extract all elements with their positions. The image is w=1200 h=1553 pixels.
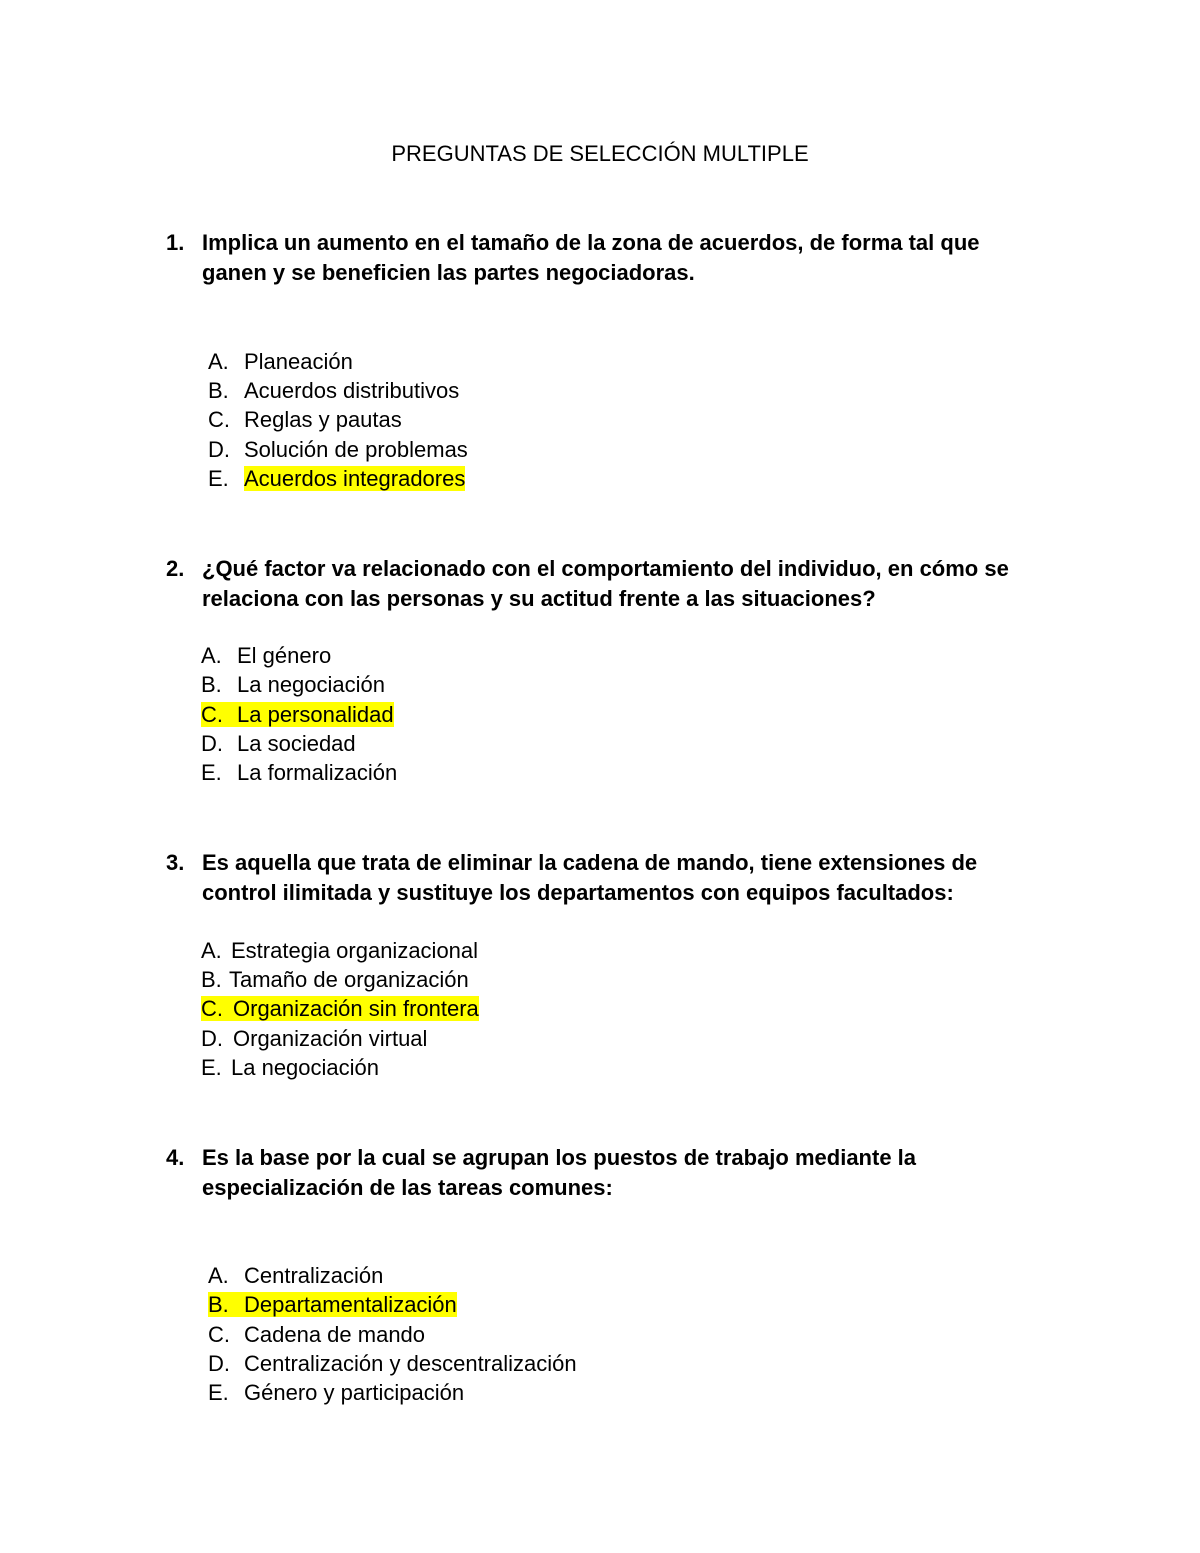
option-4c (208, 1320, 425, 1350)
option-3e (201, 1053, 379, 1083)
option-letter: D. (201, 1026, 223, 1051)
option-3c (201, 994, 479, 1024)
option-letter: A. (201, 643, 222, 668)
option-text: Organización virtual (233, 1026, 428, 1051)
question-number: 3. (166, 850, 185, 875)
option-text: La sociedad (237, 731, 356, 756)
option-letter: B. (208, 378, 229, 403)
option-text: Solución de problemas (244, 437, 468, 462)
option-1c (208, 405, 402, 435)
option-letter: E. (208, 466, 229, 491)
option-text: El género (237, 643, 332, 668)
option-3a (201, 936, 478, 966)
option-2e (201, 758, 397, 788)
option-2a (201, 641, 331, 671)
question-text: ¿Qué factor va relacionado con el comportamiento del individuo, en cómo se relaciona con las personas y su actitud frente a las situaciones? (202, 556, 1009, 611)
option-text-highlighted: La personalidad (237, 702, 394, 727)
option-letter: C. (201, 702, 223, 727)
option-1b (208, 376, 459, 406)
question-number: 1. (166, 230, 185, 255)
question-text: Es la base por la cual se agrupan los puestos de trabajo mediante la especialización de las tareas comunes: (202, 1145, 917, 1200)
option-3d (201, 1024, 427, 1054)
option-letter: C. (208, 1322, 230, 1347)
option-text: Estrategia organizacional (231, 938, 479, 963)
option-text: Reglas y pautas (244, 407, 402, 432)
option-text: Acuerdos distributivos (244, 378, 460, 403)
option-letter: D. (201, 731, 223, 756)
option-3b (201, 965, 469, 995)
question-text: Es aquella que trata de eliminar la cadena de mando, tiene extensiones de control ilimitada y sustituye los departamentos con equipos facultados: (202, 850, 978, 905)
option-text-highlighted: Departamentalización (244, 1292, 457, 1317)
option-letter: B. (201, 672, 222, 697)
option-letter: E. (201, 1055, 222, 1080)
question-text: Implica un aumento en el tamaño de la zona de acuerdos, de forma tal que ganen y se beneficien las partes negociadoras. (202, 230, 980, 285)
option-1e (208, 464, 465, 494)
option-4d (208, 1349, 577, 1379)
option-text-highlighted: Acuerdos integradores (244, 466, 466, 491)
option-2c (201, 700, 394, 730)
option-text: Centralización y descentralización (244, 1351, 577, 1376)
option-letter: B. (208, 1292, 229, 1317)
option-letter: D. (208, 1351, 230, 1376)
option-text: Tamaño de organización (229, 967, 469, 992)
option-letter: A. (201, 938, 222, 963)
option-4e (208, 1378, 464, 1408)
option-text: Centralización (244, 1263, 384, 1288)
option-1a (208, 347, 353, 377)
option-text: La negociación (237, 672, 386, 697)
option-letter: B. (201, 967, 222, 992)
option-2b (201, 670, 385, 700)
option-letter: E. (201, 760, 222, 785)
option-2d (201, 729, 356, 759)
page-title: PREGUNTAS DE SELECCIÓN MULTIPLE (391, 141, 809, 166)
option-letter: E. (208, 1380, 229, 1405)
option-letter: A. (208, 349, 229, 374)
option-4b (208, 1290, 457, 1320)
option-text: La formalización (237, 760, 398, 785)
option-letter: C. (201, 996, 223, 1021)
option-letter: C. (208, 407, 230, 432)
option-letter: A. (208, 1263, 229, 1288)
option-text-highlighted: Organización sin frontera (233, 996, 479, 1021)
question-number: 2. (166, 556, 185, 581)
option-text: La negociación (231, 1055, 380, 1080)
option-letter: D. (208, 437, 230, 462)
option-1d (208, 435, 468, 465)
option-text: Planeación (244, 349, 353, 374)
question-number: 4. (166, 1145, 185, 1170)
option-text: Cadena de mando (244, 1322, 426, 1347)
option-4a (208, 1261, 383, 1291)
option-text: Género y participación (244, 1380, 465, 1405)
